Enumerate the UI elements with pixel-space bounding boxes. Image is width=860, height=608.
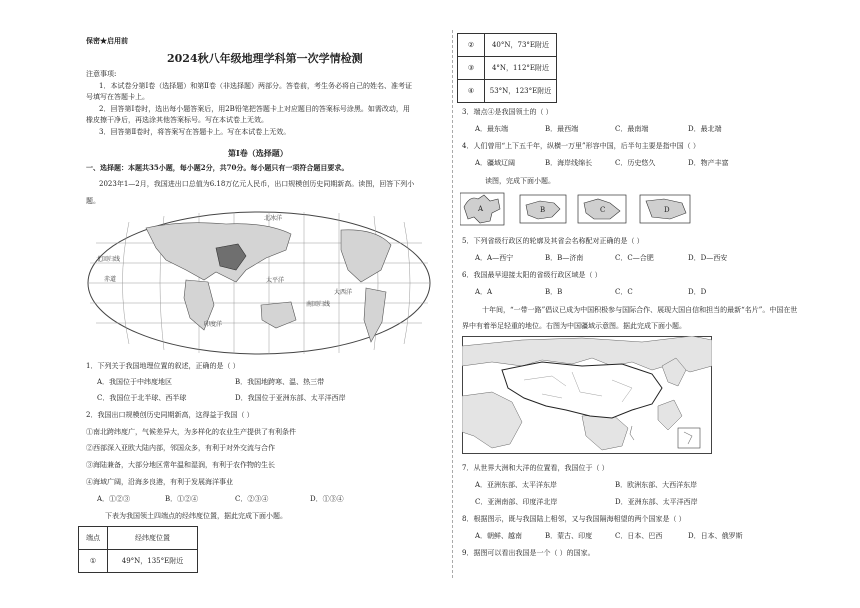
q3-option-d[interactable]: D．最北端 [688,125,722,133]
q2-option-d[interactable]: D．①③④ [310,495,344,503]
secret-label: 保密★启用前 [86,36,128,45]
q4-option-b[interactable]: B．海岸线绵长 [545,159,593,167]
part1-intro: 一、选择题：本题共35小题，每小题2分，共70分。每小题只有一项符合题目要求。 [86,163,349,172]
q2-option-a[interactable]: A．①②③ [97,495,131,503]
q1-option-a[interactable]: A．我国位于中纬度地区 [97,378,173,386]
q4-option-c[interactable]: C．历史悠久 [615,159,656,167]
q3-stem: 3．端点④是我国领土的（ ） [462,108,553,116]
table-intro: 下表为我国领土四端点的经纬度位置，据此完成下面小题。 [105,512,287,520]
q5-stem: 5．下列省级行政区的轮廓及其省会名称配对正确的是（ ） [462,237,644,245]
q7-option-c[interactable]: C．亚洲南部、印度洋北岸 [475,498,558,506]
q4-option-d[interactable]: D．物产丰富 [688,159,729,167]
china-territory-map [462,336,712,454]
q8-option-b[interactable]: B．蒙古、印度 [545,532,593,540]
q2-statement-2: ②西部深入亚欧大陆内部，邻国众多，有利于对外交流与合作 [86,444,275,452]
q7-option-d[interactable]: D．亚洲东部、太平洋西岸 [615,498,698,506]
q6-stem: 6．我国最早迎接太阳的省级行政区域是（ ） [462,271,602,279]
q7-option-b[interactable]: B．欧洲东部、大西洋东岸 [615,481,698,489]
map1-label-indian: 印度洋 [204,321,223,328]
table-cell: 53°N，123°E附近 [485,80,557,103]
q1-option-b[interactable]: B．我国地跨寒、温、热三带 [235,378,325,386]
q5-option-c[interactable]: C．C—合肥 [615,254,654,262]
province-shapes [460,191,700,227]
part1-title: 第Ⅰ卷（选择题） [228,148,288,158]
stem1-line-b: 题。 [86,197,100,205]
stem2-line-b: 界中有着举足轻重的地位。右图为中国疆域示意图。据此完成下面小题。 [462,322,686,330]
note-1a: 1．本试卷分第Ⅰ卷（选择题）和第Ⅱ卷（非选择题）两部分。答卷前，考生务必将自己的姓名、准考证 [99,82,412,90]
endpoint-table-top [78,526,198,573]
q6-option-a[interactable]: A．A [475,288,493,296]
q2-statement-1: ①南北跨纬度广，气候差异大，为多样化的农业生产提供了有利条件 [86,428,296,436]
q1-option-c[interactable]: C．我国位于北半球、西半球 [97,394,187,402]
q1-stem: 1．下列关于我国地理位置的叙述，正确的是（ ） [86,362,240,370]
endpoint-table-continued [457,33,557,103]
table-cell: ① [79,550,108,573]
table-cell: 40°N，73°E附近 [485,34,557,57]
shape-label-a: A [478,205,484,213]
shape-label-b: B [540,206,546,214]
exam-title: 2024秋八年级地理学科第一次学情检测 [167,52,363,65]
q2-statement-3: ③海陆兼备，大部分地区常年温和湿润，有利于农作物的生长 [86,461,275,469]
stem1-line-a: 2023年1—2月，我国进出口总值为6.18万亿元人民币，出口规模创历史同期新高。读图，回答下列小 [99,180,415,188]
map1-label-pacific: 太平洋 [266,277,285,284]
table-cell: 49°N，135°E附近 [108,550,198,573]
q8-option-a[interactable]: A．朝鲜、越南 [475,532,523,540]
map1-label-arctic: 北冰洋 [264,215,283,222]
q1-option-d[interactable]: D．我国位于亚洲东部、太平洋西岸 [235,394,346,402]
q5-option-b[interactable]: B．B—济南 [545,254,584,262]
q9-stem: 9．据图可以看出我国是一个（ ）的国家。 [462,549,595,557]
q6-option-c[interactable]: C．C [615,288,633,296]
q7-stem: 7．从世界大洲和大洋的位置看，我国位于（ ） [462,464,609,472]
q5-option-a[interactable]: A．A—西宁 [475,254,514,262]
q8-option-d[interactable]: D．日本、俄罗斯 [688,532,743,540]
map1-label-tropic-n: 北回归线 [96,256,121,263]
q6-option-b[interactable]: B．B [545,288,563,296]
map1-label-atlantic: 大西洋 [334,289,353,296]
q8-stem: 8．根据图示，既与我国陆上相邻，又与我国隔海相望的两个国家是（ ） [462,515,686,523]
q8-option-c[interactable]: C．日本、巴西 [615,532,663,540]
table-cell: ④ [458,80,485,103]
map1-label-tropic-s: 南回归线 [306,301,331,308]
q7-option-a[interactable]: A．亚洲东部、太平洋东岸 [475,481,558,489]
note-2b: 橡皮擦干净后，再选涂其他答案标号。写在本试卷上无效。 [86,116,268,124]
world-map [86,210,432,357]
q3-option-c[interactable]: C．最南端 [615,125,649,133]
q2-statement-4: ④海域广阔，沿海多良港，有利于发展海洋事业 [86,478,233,486]
notes-heading: 注意事项: [86,70,117,78]
table-header-endpoint: 端点 [79,527,108,550]
q2-stem: 2．我国出口规模创历史同期新高，这得益于我国（ ） [86,411,254,419]
note-2a: 2．回答第Ⅰ卷时，选出每小题答案后，用2B铅笔把答题卡上对应题目的答案标号涂黑。如需改动，用 [99,105,410,113]
table-cell: ③ [458,57,485,80]
shape-label-c: C [600,206,606,214]
q5-option-d[interactable]: D．D—西安 [688,254,728,262]
shape-label-d: D [664,206,670,214]
table-cell: ② [458,34,485,57]
note-3: 3．回答第Ⅱ卷时，将答案写在答题卡上。写在本试卷上无效。 [99,128,291,136]
q3-option-a[interactable]: A．最东端 [475,125,509,133]
note-1b: 号填写在答题卡上。 [86,93,149,101]
q2-option-b[interactable]: B．①②④ [165,495,199,503]
q2-option-c[interactable]: C．②③④ [235,495,269,503]
read-instruction: 读图，完成下面小题。 [485,177,555,185]
q6-option-d[interactable]: D．D [688,288,707,296]
table-header-position: 经纬度位置 [108,527,198,550]
q4-stem: 4．人们曾用“上下五千年，纵横一万里”形容中国，后半句主要是指中国（ ） [462,142,700,150]
stem2-line-a: 十年间，“一带一路”倡议已成为中国积极参与国际合作、展现大国自信和担当的最新“名片”。中国在世 [482,306,798,314]
column-divider [452,30,453,578]
map1-label-equator: 赤道 [104,276,117,283]
q3-option-b[interactable]: B．最西端 [545,125,579,133]
q4-option-a[interactable]: A．疆域辽阔 [475,159,516,167]
table-cell: 4°N，112°E附近 [485,57,557,80]
